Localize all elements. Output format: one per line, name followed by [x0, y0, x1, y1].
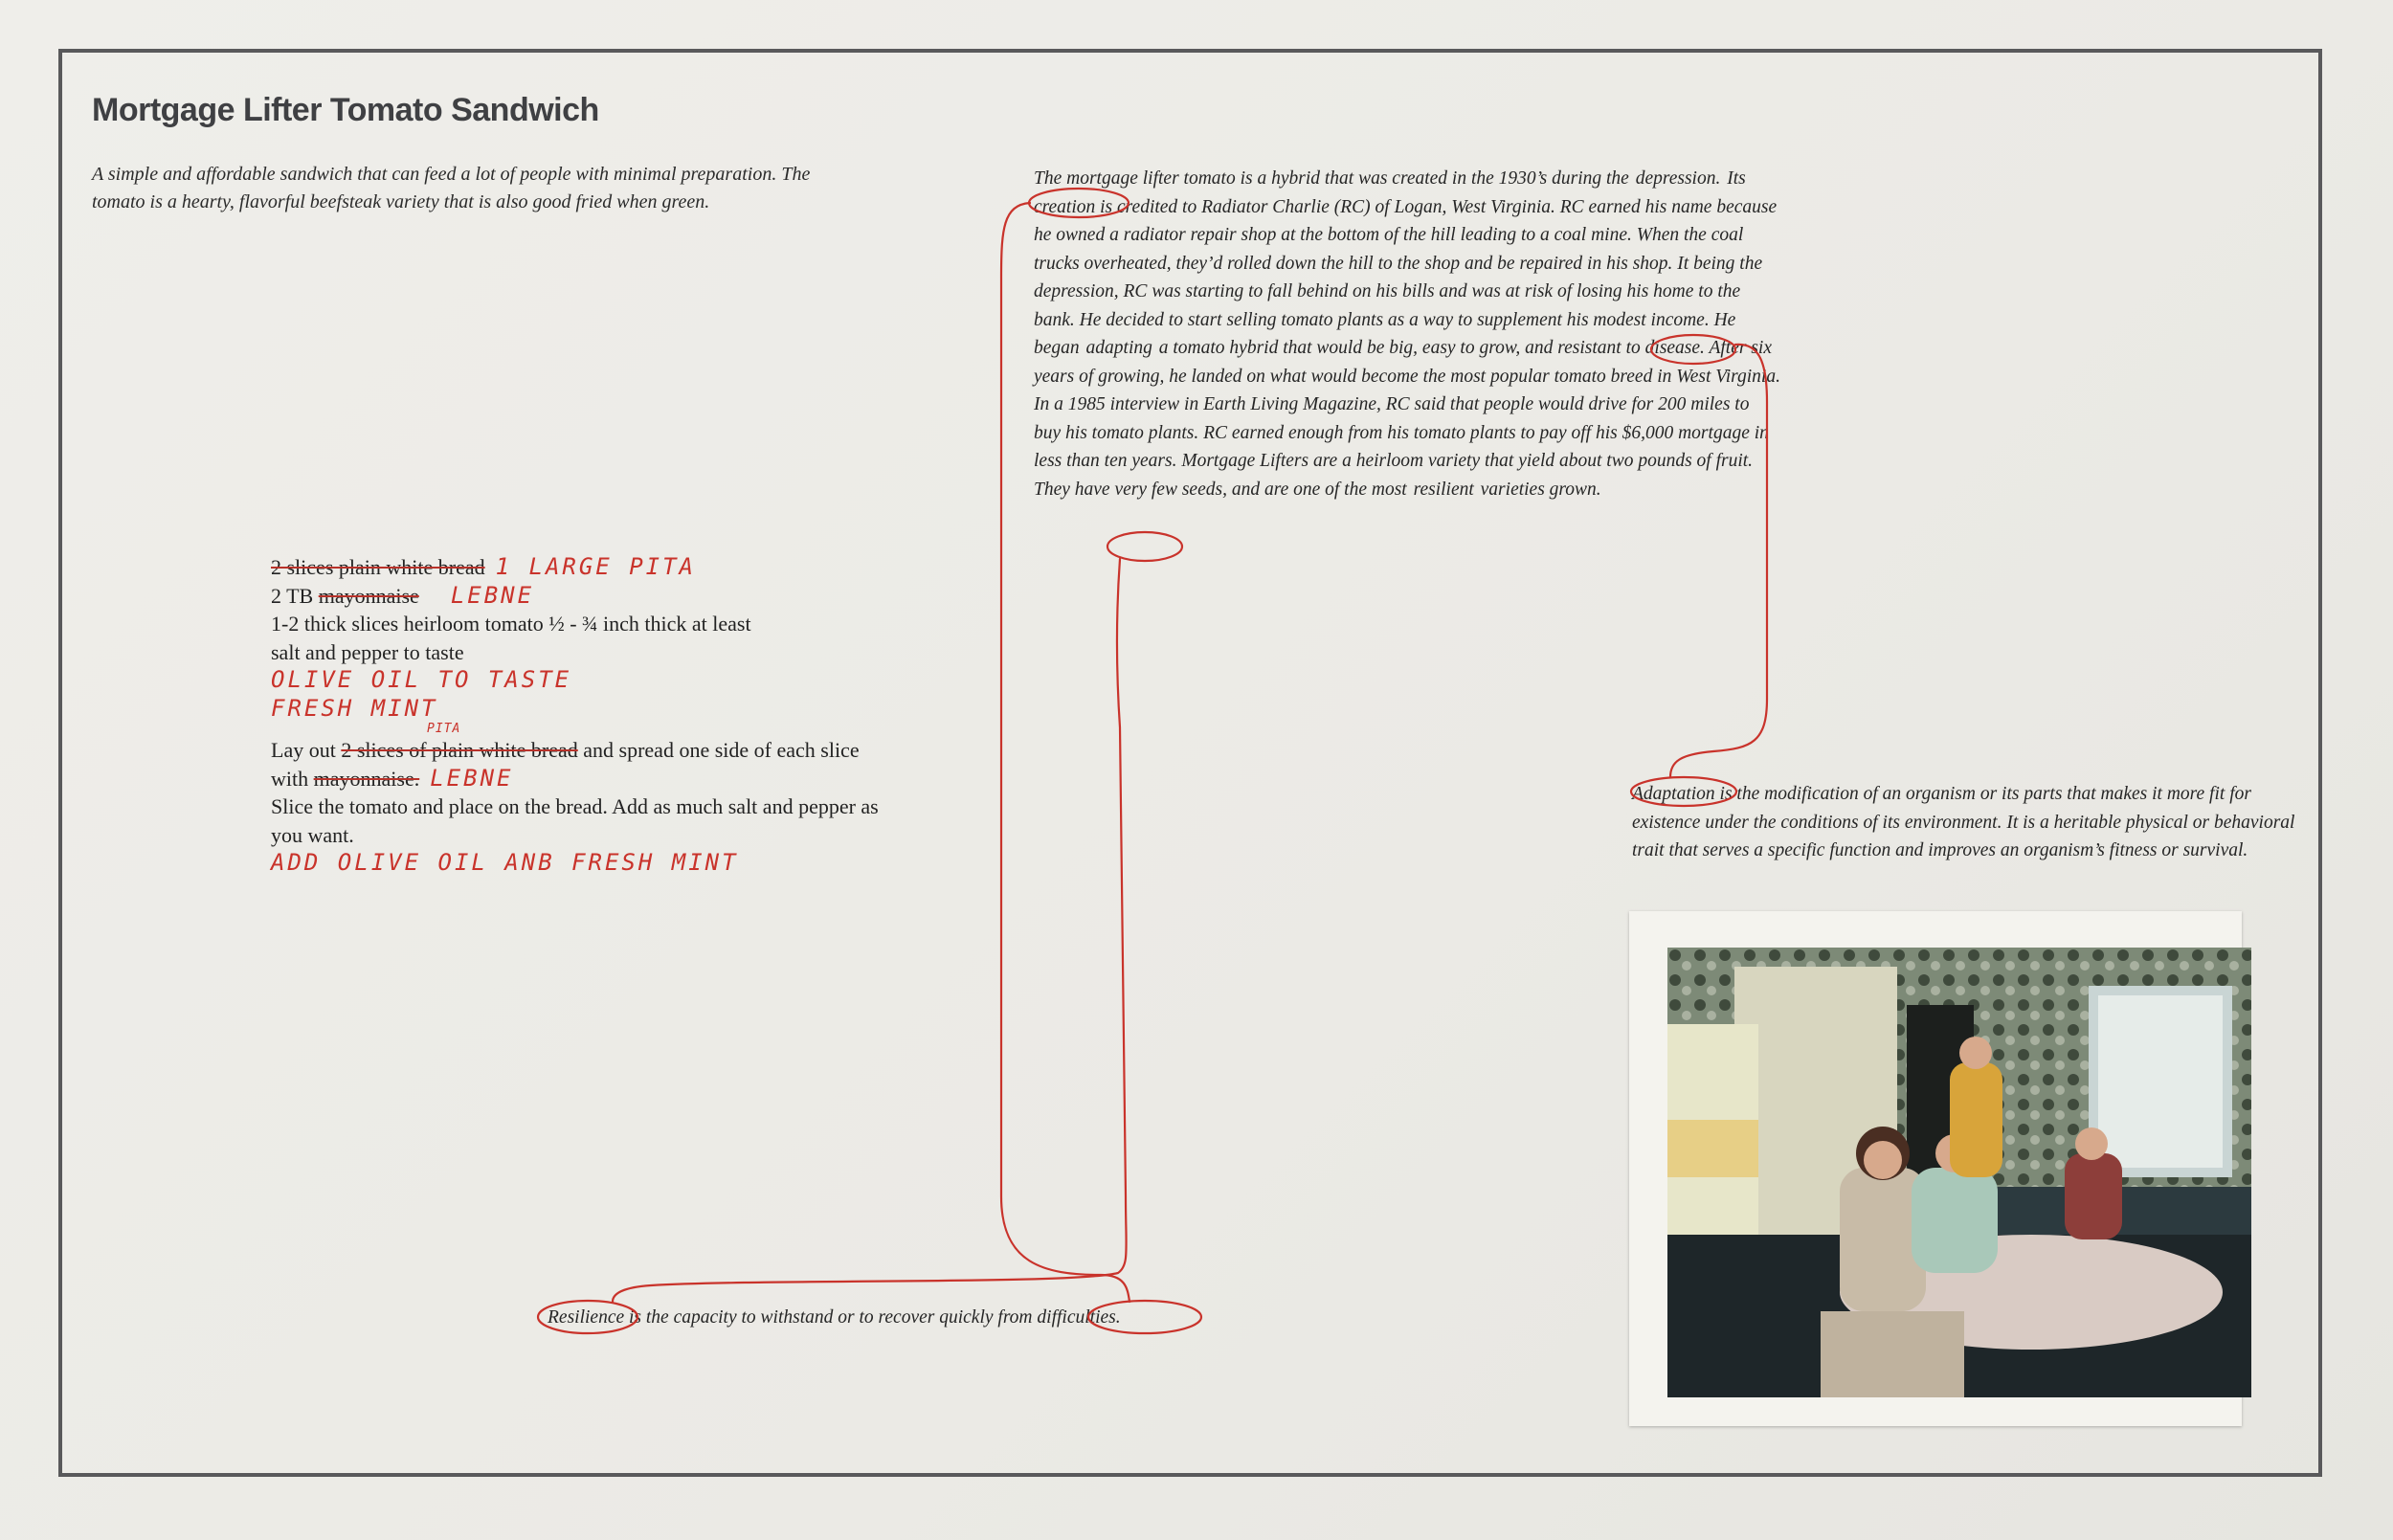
- circled-word-adapting: adapting: [1085, 338, 1152, 358]
- story-text: The mortgage lifter tomato is a hybrid that was created in the 1930’s during the depression. Its creation is credited to Radiator Charlie (RC) of Logan, West Virginia. RC earned his name because he owned a radiator repair shop at the bottom of the hill leading to a coal mine. When the coal trucks overheated, they’d rolled down the hill to the shop and be repaired in his shop. It being the depression, RC was starting to fall behind on his bills and was at risk of losing his home to the bank. He decided to start selling tomato plants as a way to supplement his modest income. He began adapting a tomato hybrid that would be big, easy to grow, and resistant to disease. After six years of growing, he landed on what would become the most popular tomato breed in West Virginia. In a 1985 interview in Earth Living Magazine, RC said that people would drive for 200 miles to buy his tomato plants. RC earned enough from his tomato plants to pay off his $6,000 mortgage in less than ten years. Mortgage Lifters are a heirloom variety that yield about two pounds of fruit. They have very few seeds, and are one of the most resilient varieties grown.: [1034, 168, 1780, 500]
- adaptation-definition: Adaptation is the modification of an organism or its parts that makes it more fit for existence under the conditions of its environment. It is a heritable physical or behavioral trait that serves a specific function and improves an organism’s fitness or survival.: [1632, 784, 2295, 860]
- list-item: [271, 553, 883, 582]
- list-item: salt and pepper to taste: [271, 639, 464, 664]
- method-step: Slice the tomato and place on the bread. Add as much salt and pepper as you want.: [271, 794, 879, 847]
- intro-text: A simple and affordable sandwich that can feed a lot of people with minimal preparation. The tomato is a hearty, flavorful beefsteak variety that is also good fried when green.: [92, 164, 811, 212]
- struck-text: mayonnaise: [318, 583, 419, 608]
- list-item: 1-2 thick slices heirloom tomato ½ - ¾ inch thick at least: [271, 612, 751, 636]
- method-step: Lay out 2 slices of plain white bread and spread one side of each slice with mayonnaise. LEBNE: [271, 738, 860, 792]
- struck-text: mayonnaise.: [313, 766, 420, 791]
- list-item: [271, 695, 883, 724]
- handwritten-note: OLIVE OIL TO TASTE: [271, 666, 572, 693]
- circled-word-adaptation: Adaptation: [1632, 784, 1715, 804]
- handwritten-note: FRESH MINT: [271, 694, 438, 722]
- handwritten-note: ADD OLIVE OIL ANB FRESH MINT: [271, 849, 739, 876]
- struck-text: 2 slices plain white bread: [271, 555, 485, 579]
- handwritten-note: LEBNE: [450, 581, 535, 609]
- circled-word-resilient: resilient: [1413, 479, 1474, 500]
- handwritten-insert: PITA: [427, 722, 461, 736]
- handwritten-note: LEBNE: [430, 764, 514, 792]
- method-step: [271, 849, 883, 878]
- ingredient-list: [271, 553, 883, 723]
- method-steps: [271, 736, 883, 878]
- family-photo: [1629, 911, 2242, 1426]
- circled-word-depression: depression.: [1635, 168, 1721, 189]
- list-item: [271, 666, 883, 695]
- photo-image: [1667, 948, 2251, 1397]
- circled-word-difficulties: difficulties.: [1037, 1307, 1121, 1328]
- resilience-definition: Resilience is the capacity to withstand or to recover quickly from difficulties.: [548, 1307, 1121, 1328]
- list-item: 2 TB mayonnaise LEBNE: [271, 581, 535, 609]
- circled-word-resilience: Resilience: [548, 1307, 625, 1328]
- page-title: Mortgage Lifter Tomato Sandwich: [92, 92, 599, 128]
- struck-text: 2 slices of plain white bread: [341, 738, 578, 762]
- handwritten-note: 1 LARGE PITA: [495, 553, 696, 580]
